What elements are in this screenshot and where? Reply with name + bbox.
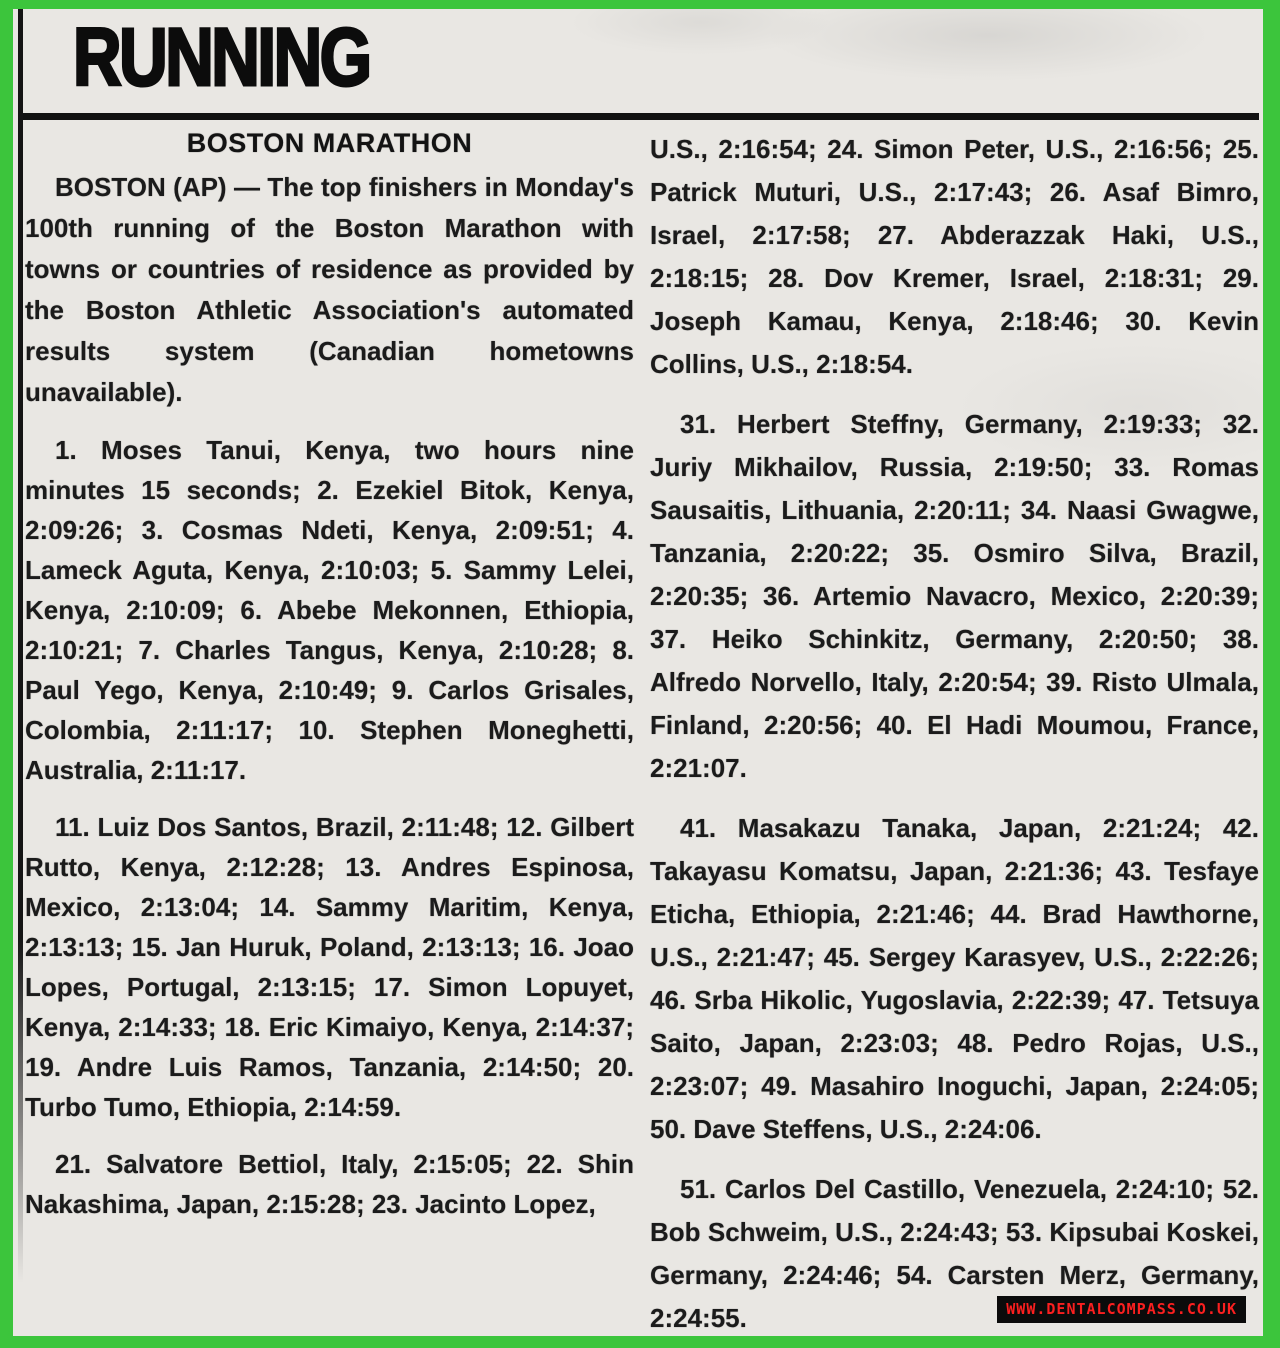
scan-edge-line [18, 9, 23, 1336]
lead-paragraph: BOSTON (AP) — The top finishers in Monday's 100th running of the Boston Marathon with towns or countries of residence as provided by the Boston Athletic Association's automated results system (Canadian hometowns unavailable). [25, 172, 634, 407]
left-column [25, 128, 634, 1336]
results-paragraph-21-23: 21. Salvatore Bettiol, Italy, 2:15:05; 22. Shin Nakashima, Japan, 2:15:28; 23. Jacinto Lopez, [25, 1149, 634, 1219]
headline-rule [23, 113, 1259, 120]
results-paragraph-23-30: U.S., 2:16:54; 24. Simon Peter, U.S., 2:16:56; 25. Patrick Muturi, U.S., 2:17:43; 26. Asaf Bimro, Israel, 2:17:58; 27. Abderazzak Haki, U.S., 2:18:15; 28. Dov Kremer, Israel, 2:18:31; 29. Joseph Kamau, Kenya, 2:18:46; 30. Kevin Collins, U.S., 2:18:54. [650, 134, 1259, 379]
article-body [13, 120, 1263, 1336]
section-headline: RUNNING [73, 12, 370, 103]
newspaper-clipping [13, 9, 1263, 1336]
results-paragraph-31-40: 31. Herbert Steffny, Germany, 2:19:33; 32. Juriy Mikhailov, Russia, 2:19:50; 33. Romas Sausaitis, Lithuania, 2:20:11; 34. Naasi Gwagwe, Tanzania, 2:20:22; 35. Osmiro Silva, Brazil, 2:20:35; 36. Artemio Navacro, Mexico, 2:20:39; 37. Heiko Schinkitz, Germany, 2:20:50; 38. Alfredo Norvello, Italy, 2:20:54; 39. Risto Ulmala, Finland, 2:20:56; 40. El Hadi Moumou, France, 2:21:07. [650, 409, 1259, 783]
results-paragraph-11-20: 11. Luiz Dos Santos, Brazil, 2:11:48; 12. Gilbert Rutto, Kenya, 2:12:28; 13. Andres Espinosa, Mexico, 2:13:04; 14. Sammy Maritim, Kenya, 2:13:13; 15. Jan Huruk, Poland, 2:13:13; 16. Joao Lopes, Portugal, 2:13:15; 17. Simon Lopuyet, Kenya, 2:14:33; 18. Eric Kimaiyo, Kenya, 2:14:37; 19. Andre Luis Ramos, Tanzania, 2:14:50; 20. Turbo Tumo, Ethiopia, 2:14:59. [25, 812, 634, 1122]
results-paragraph-1-10: 1. Moses Tanui, Kenya, two hours nine minutes 15 seconds; 2. Ezekiel Bitok, Kenya, 2:09:26; 3. Cosmas Ndeti, Kenya, 2:09:51; 4. Lameck Aguta, Kenya, 2:10:03; 5. Sammy Lelei, Kenya, 2:10:09; 6. Abebe Mekonnen, Ethiopia, 2:10:21; 7. Charles Tangus, Kenya, 2:10:28; 8. Paul Yego, Kenya, 2:10:49; 9. Carlos Grisales, Colombia, 2:11:17; 10. Stephen Moneghetti, Australia, 2:11:17. [25, 435, 634, 785]
watermark-text: WWW.DENTALCOMPASS.CO.UK [1006, 1300, 1237, 1318]
results-paragraph-51-54: 51. Carlos Del Castillo, Venezuela, 2:24:10; 52. Bob Schweim, U.S., 2:24:43; 53. Kipsubai Koskei, Germany, 2:24:46; 54. Carsten Merz, Germany, 2:24:55. [650, 1174, 1259, 1333]
article-title: BOSTON MARATHON [186, 128, 473, 158]
right-column [650, 128, 1259, 1336]
watermark-banner [997, 1296, 1246, 1323]
results-paragraph-41-50: 41. Masakazu Tanaka, Japan, 2:21:24; 42. Takayasu Komatsu, Japan, 2:21:36; 43. Tesfaye Eticha, Ethiopia, 2:21:46; 44. Brad Hawthorne, U.S., 2:21:47; 45. Sergey Karasyev, U.S., 2:22:26; 46. Srba Hikolic, Yugoslavia, 2:22:39; 47. Tetsuya Saito, Japan, 2:23:03; 48. Pedro Rojas, U.S., 2:23:07; 49. Masahiro Inoguchi, Japan, 2:24:05; 50. Dave Steffens, U.S., 2:24:06. [650, 813, 1259, 1144]
